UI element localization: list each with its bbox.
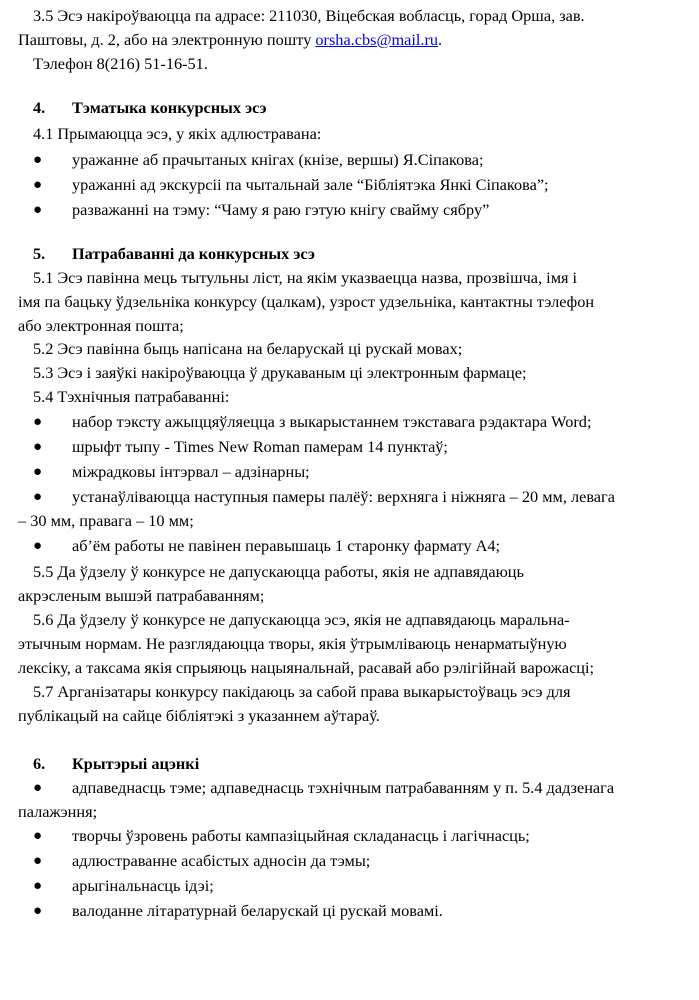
section-4-1-intro: 4.1 Прымаюцца эсэ, у якіх адлюстравана: bbox=[33, 124, 322, 143]
section-4-number: 4. bbox=[33, 98, 46, 117]
section-5-7-line-2: публікацый на сайце бібліятэкі з указаннем аўтараў. bbox=[18, 706, 380, 725]
section-5-title: Патрабаванні да конкурсных эсэ bbox=[72, 244, 315, 263]
section-3-5-period: . bbox=[438, 30, 443, 49]
bullet-icon: ● bbox=[33, 903, 43, 919]
bullet-icon: ● bbox=[33, 202, 43, 218]
section-6-bullet-1-line-2: палажэння; bbox=[18, 802, 98, 821]
section-5-1-line-1: 5.1 Эсэ павінна мець тытульны ліст, на якім указваецца назва, прозвішча, імя і bbox=[33, 268, 578, 287]
section-5-4-bullet-1: набор тэксту ажыццяўляецца з выкарыстаннем тэкставага рэдактара Word; bbox=[72, 412, 592, 431]
section-5-6-line-3: лексіку, а таксама якія спрыяюць нацыянальнай, расавай або рэлігійнай варожасці; bbox=[18, 658, 595, 677]
section-6-bullet-2: творчы ўзровень работы кампазіцыйная складанасць і лагічнасць; bbox=[72, 826, 530, 845]
phone-line: Тэлефон 8(216) 51-16-51. bbox=[33, 54, 208, 73]
section-5-1-line-2: імя па бацьку ўдзельніка конкурсу (цалкам), узрост удзельніка, кантактны тэлефон bbox=[18, 292, 595, 311]
section-5-6-line-1: 5.6 Да ўдзелу ў конкурсе не дапускаюцца эсэ, якія не адпавядаюць маральна- bbox=[33, 610, 570, 629]
section-5-4-bullet-3: міжрадковы інтэрвал – адзінарны; bbox=[72, 462, 310, 481]
section-5-3: 5.3 Эсэ і заяўкі накіроўваюцца ў друкаваным ці электронным фармаце; bbox=[33, 363, 527, 382]
bullet-icon: ● bbox=[33, 152, 43, 168]
bullet-icon: ● bbox=[33, 489, 43, 505]
section-5-7-line-1: 5.7 Арганізатары конкурсу пакідаюць за сабой права выкарыстоўваць эсэ для bbox=[33, 682, 571, 701]
section-5-4: 5.4 Тэхнічныя патрабаванні: bbox=[33, 387, 230, 406]
section-5-5-line-2: акрэсленым вышэй патрабаванням; bbox=[18, 586, 265, 605]
section-6-number: 6. bbox=[33, 754, 46, 773]
section-5-4-bullet-4-line-2: – 30 мм, правага – 10 мм; bbox=[18, 511, 194, 530]
bullet-icon: ● bbox=[33, 828, 43, 844]
bullet-icon: ● bbox=[33, 439, 43, 455]
section-4-bullet-2: уражанні ад экскурсіі па чытальнай зале “Бібліятэка Янкі Сіпакова”; bbox=[72, 175, 549, 194]
bullet-icon: ● bbox=[33, 414, 43, 430]
section-4-bullet-3: разважанні на тэму: “Чаму я раю гэтую кнігу свайму сябру” bbox=[72, 200, 490, 219]
section-6-bullet-5: валоданне літаратурнай беларускай ці рускай мовамі. bbox=[72, 901, 443, 920]
section-5-number: 5. bbox=[33, 244, 46, 263]
section-5-2: 5.2 Эсэ павінна быць напісана на беларускай ці рускай мовах; bbox=[33, 339, 463, 358]
section-5-6-line-2: этычным нормам. Не разглядаюцца творы, якія ўтрымліваюць ненарматыўную bbox=[18, 634, 567, 653]
section-5-1-line-3: або электронная пошта; bbox=[18, 316, 184, 335]
section-6-bullet-1-line-1: адпаведнасць тэме; адпаведнасць тэхнічным патрабаванням у п. 5.4 дадзенага bbox=[72, 778, 615, 797]
bullet-icon: ● bbox=[33, 464, 43, 480]
email-link[interactable]: orsha.cbs@mail.ru bbox=[315, 30, 439, 49]
section-3-5-line-2 bbox=[18, 30, 442, 50]
bullet-icon: ● bbox=[33, 878, 43, 894]
section-4-title: Тэматыка конкурсных эсэ bbox=[72, 98, 267, 117]
section-6-title: Крытэрыі ацэнкі bbox=[72, 754, 200, 773]
section-6-bullet-3: адлюстраванне асабістых адносін да тэмы; bbox=[72, 851, 371, 870]
section-3-5-address-text: Паштовы, д. 2, або на электронную пошту bbox=[18, 30, 316, 49]
section-6-bullet-4: арыгінальнасць ідэі; bbox=[72, 876, 214, 895]
section-5-5-line-1: 5.5 Да ўдзелу ў конкурсе не дапускаюцца работы, якія не адпавядаюць bbox=[33, 562, 524, 581]
bullet-icon: ● bbox=[33, 780, 43, 796]
section-5-4-bullet-2: шрыфт тыпу - Times New Roman памерам 14 пунктаў; bbox=[72, 437, 448, 456]
bullet-icon: ● bbox=[33, 177, 43, 193]
section-4-bullet-1: уражанне аб прачытаных кнігах (кнізе, вершы) Я.Сіпакова; bbox=[72, 150, 484, 169]
section-3-5-line-1: 3.5 Эсэ накіроўваюцца па адрасе: 211030, Віцебская вобласць, горад Орша, зав. bbox=[33, 6, 585, 25]
section-5-4-bullet-4-line-1: устанаўліваюцца наступныя памеры палёў: верхняга і ніжняга – 20 мм, левага bbox=[72, 487, 615, 506]
bullet-icon: ● bbox=[33, 538, 43, 554]
bullet-icon: ● bbox=[33, 853, 43, 869]
section-5-4-bullet-5: аб’ём работы не павінен перавышаць 1 старонку фармату А4; bbox=[72, 536, 501, 555]
